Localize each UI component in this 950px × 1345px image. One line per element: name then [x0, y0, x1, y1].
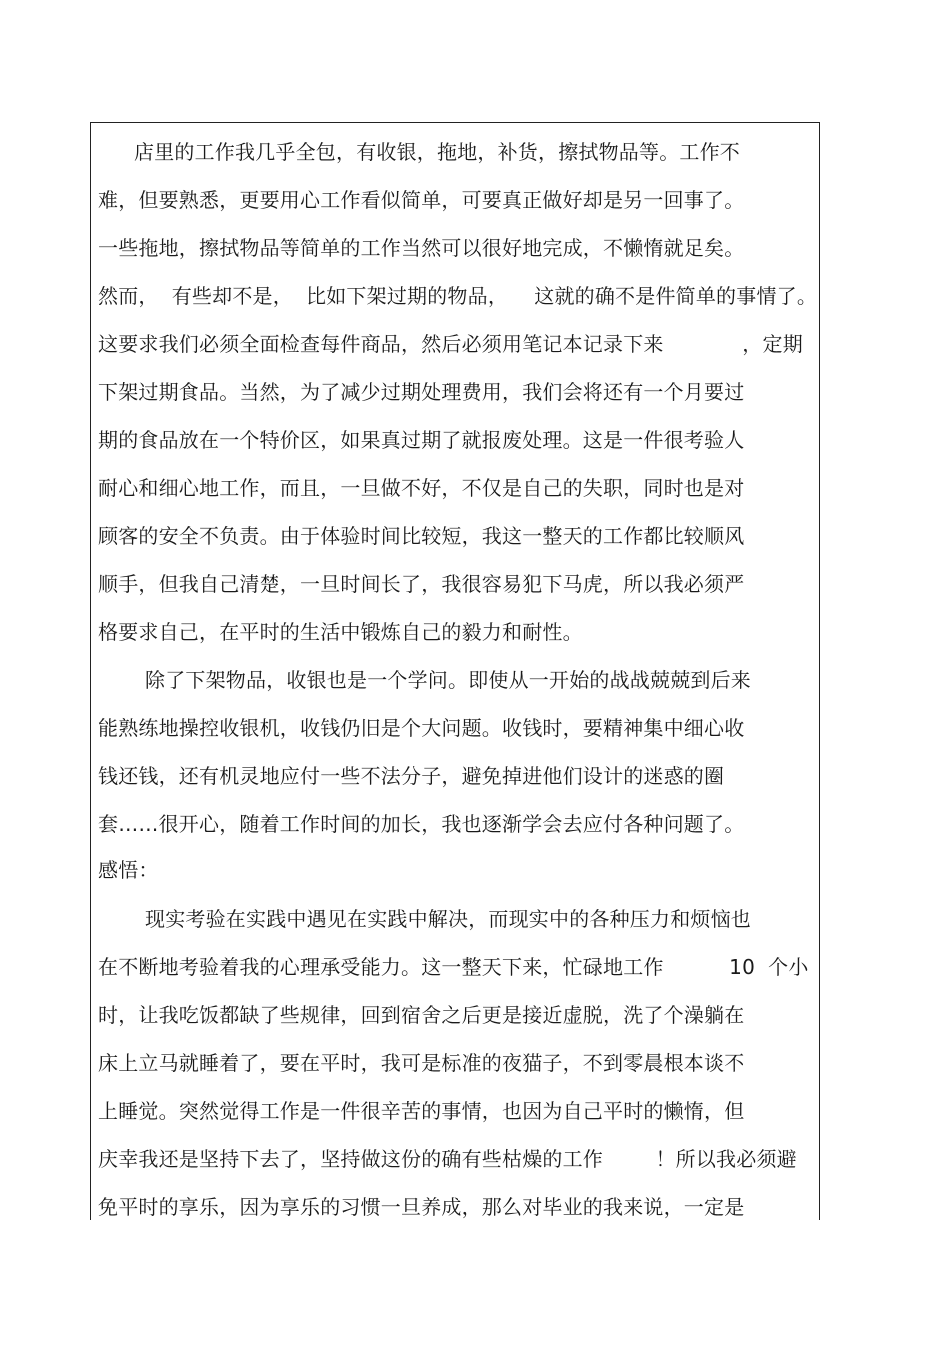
text-line: 格要求自己，在平时的生活中锻炼自己的毅力和耐性。 — [98, 620, 583, 644]
text-line: 现实考验在实践中遇见在实践中解决，而现实中的各种压力和烦恼也 — [145, 907, 751, 931]
text-line: 时，让我吃饭都缺了些规律，回到宿舍之后更是接近虚脱，洗了个澡躺在 — [98, 1003, 745, 1027]
text-line: 一些拖地，擦拭物品等简单的工作当然可以很好地完成，不懒惰就足矣。 — [98, 236, 745, 260]
text-line: 套……很开心，随着工作时间的加长，我也逐渐学会去应付各种问题了。 — [98, 812, 745, 836]
text-line: 在不断地考验着我的心理承受能力。这一整天下来，忙碌地工作 10 个小 — [98, 955, 809, 979]
text-line: 钱还钱，还有机灵地应付一些不法分子，避免掉进他们设计的迷惑的圈 — [98, 764, 725, 788]
text-line: 然而， 有些却不是， 比如下架过期的物品， 这就的确不是件简单的事情了。 — [98, 284, 818, 308]
text-line: 难，但要熟悉，更要用心工作看似简单，可要真正做好却是另一回事了。 — [98, 188, 745, 212]
text-line: 能熟练地操控收银机，收钱仍旧是个大问题。收钱时，要精神集中细心收 — [98, 716, 745, 740]
text-line: 除了下架物品，收银也是一个学问。即使从一开始的战战兢兢到后来 — [145, 668, 751, 692]
text-line: 床上立马就睡着了，要在平时，我可是标准的夜猫子，不到零晨根本谈不 — [98, 1051, 745, 1075]
text-line: 顺手，但我自己清楚，一旦时间长了，我很容易犯下马虎，所以我必须严 — [98, 572, 745, 596]
text-line: 下架过期食品。当然，为了减少过期处理费用，我们会将还有一个月要过 — [98, 380, 745, 404]
text-line: 庆幸我还是坚持下去了，坚持做这份的确有些枯燥的工作 ！所以我必须避 — [98, 1147, 797, 1171]
text-line: 上睡觉。突然觉得工作是一件很辛苦的事情，也因为自己平时的懒惰，但 — [98, 1099, 745, 1123]
text-line: 店里的工作我几乎全包，有收银，拖地，补货，擦拭物品等。工作不 — [134, 140, 740, 164]
text-line: 顾客的安全不负责。由于体验时间比较短，我这一整天的工作都比较顺风 — [98, 524, 745, 548]
text-line: 这要求我们必须全面检查每件商品，然后必须用笔记本记录下来 ，定期 — [98, 332, 803, 356]
text-line: 免平时的享乐，因为享乐的习惯一旦养成，那么对毕业的我来说，一定是 — [98, 1195, 745, 1219]
text-line: 耐心和细心地工作，而且，一旦做不好，不仅是自己的失职，同时也是对 — [98, 476, 745, 500]
text-line: 期的食品放在一个特价区，如果真过期了就报废处理。这是一件很考验人 — [98, 428, 745, 452]
section-heading: 感悟： — [98, 858, 159, 882]
